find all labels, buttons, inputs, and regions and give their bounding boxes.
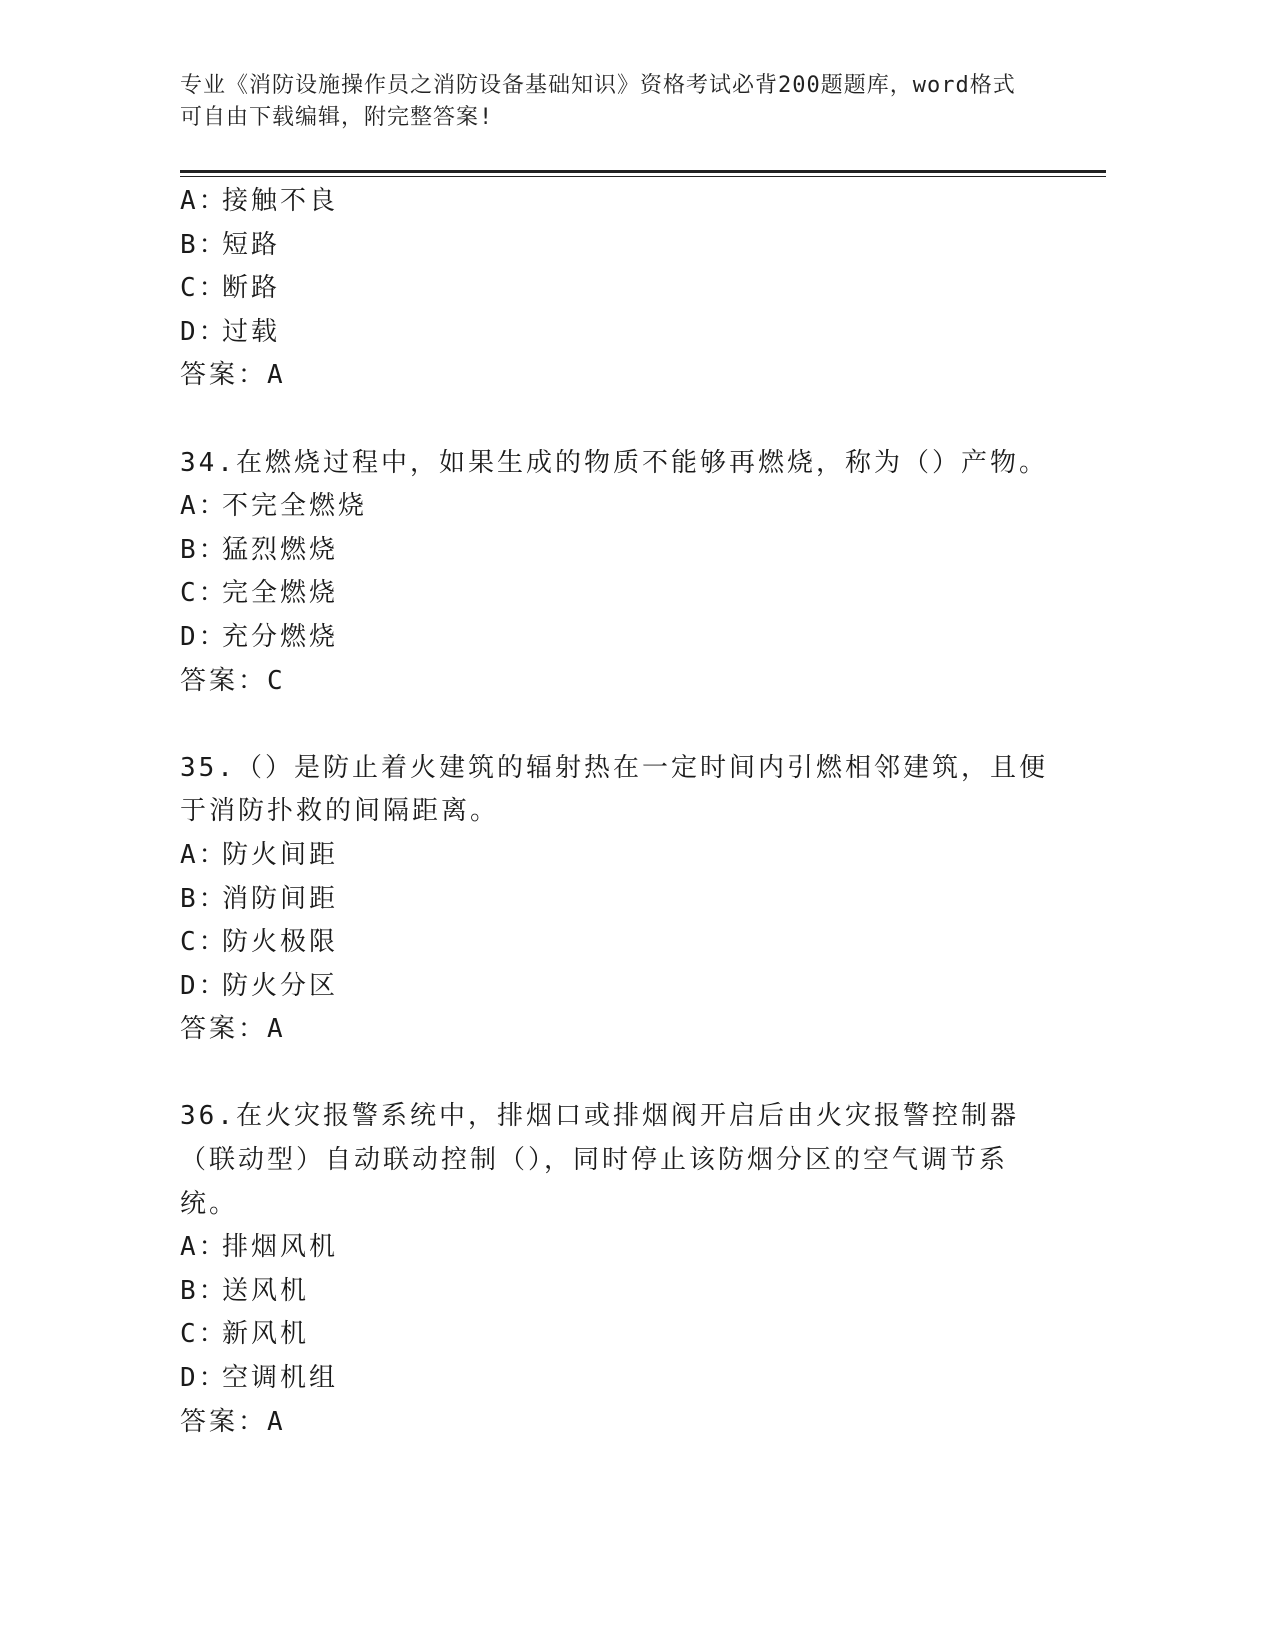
option-d: D：防火分区: [180, 970, 339, 1001]
option-c: C：防火极限: [180, 927, 339, 958]
answer-line: 答案：C: [180, 665, 286, 696]
answer-line: 答案：A: [180, 1014, 286, 1045]
answer-line: 答案：A: [180, 1406, 286, 1437]
header-rule-thin: [180, 176, 1106, 177]
question-stem: 35.（）是防止着火建筑的辐射热在一定时间内引燃相邻建筑，且便于消防扑救的间隔距离。: [180, 752, 1048, 827]
question-block-35: [180, 747, 1060, 1052]
question-block-36: [180, 1095, 1060, 1444]
question-stem: 34.在燃烧过程中，如果生成的物质不能够再燃烧，称为（）产物。: [180, 447, 1048, 478]
option-c: C：断路: [180, 273, 281, 304]
option-a: A：排烟风机: [180, 1232, 339, 1263]
spacer: [180, 398, 1060, 442]
option-c: C：新风机: [180, 1319, 310, 1350]
option-b: B：短路: [180, 229, 281, 260]
option-b: B：猛烈燃烧: [180, 534, 339, 565]
page-header: 专业《消防设施操作员之消防设备基础知识》资格考试必背200题题库，word格式可自由下载编辑，附完整答案!: [180, 73, 1016, 130]
question-block-prev: [180, 180, 1060, 398]
header-rule-thick: [180, 170, 1106, 173]
answer-line: 答案：A: [180, 360, 286, 391]
option-d: D：过载: [180, 316, 281, 347]
option-b: B：消防间距: [180, 883, 339, 914]
question-stem: 36.在火灾报警系统中，排烟口或排烟阀开启后由火灾报警控制器（联动型）自动联动控制（），同时停止该防烟分区的空气调节系统。: [180, 1101, 1019, 1219]
question-list: [180, 180, 1060, 1444]
question-block-34: [180, 442, 1060, 704]
option-a: A：不完全燃烧: [180, 491, 368, 522]
option-b: B：送风机: [180, 1275, 310, 1306]
option-d: D：空调机组: [180, 1363, 339, 1394]
option-a: A：接触不良: [180, 186, 339, 216]
spacer: [180, 1052, 1060, 1096]
option-d: D：充分燃烧: [180, 621, 339, 652]
option-c: C：完全燃烧: [180, 578, 339, 609]
option-a: A：防火间距: [180, 839, 339, 870]
spacer: [180, 703, 1060, 747]
